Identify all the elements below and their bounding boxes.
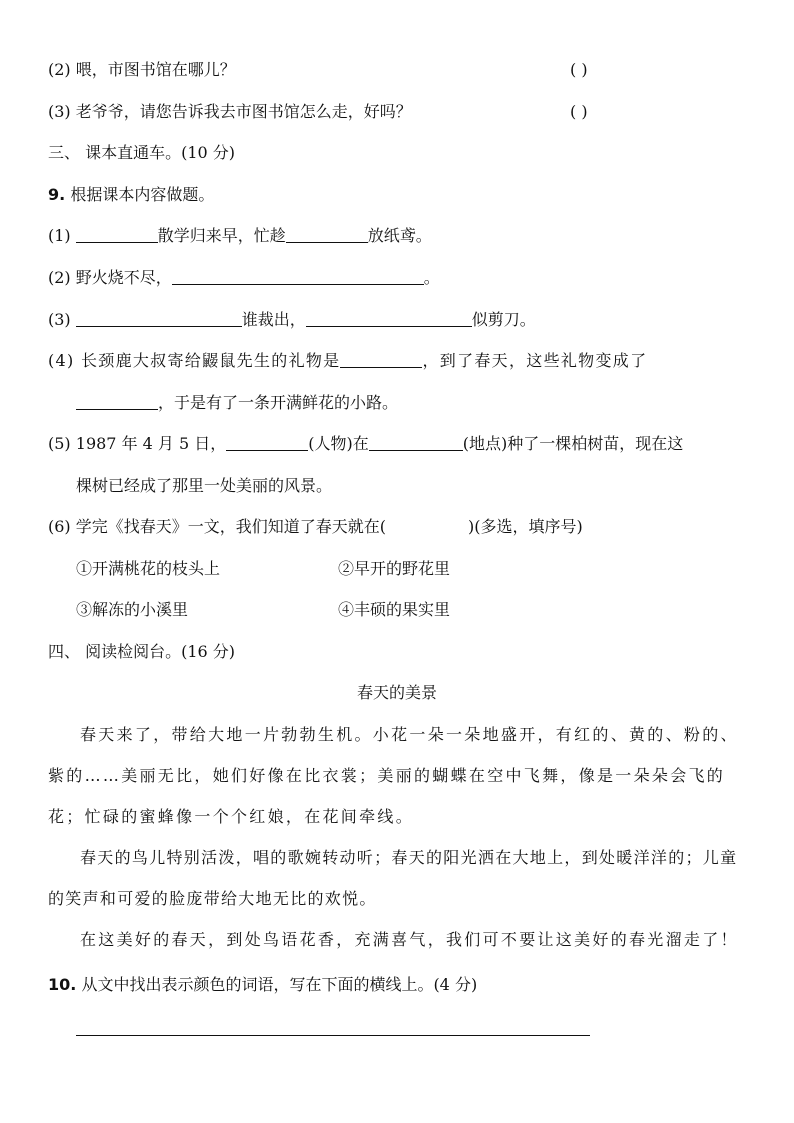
q9-item-6 bbox=[48, 514, 583, 540]
passage-paragraph: 春天来了，带给大地一片勃勃生机。小花一朵一朵地盛开，有红的、黄的、粉的、紫的……美丽无比，她们好像在比衣裳；美丽的蝴蝶在空中飞舞，像是一朵朵会飞的花；忙碌的蜜蜂像一个个红娘，在花间牵线。 bbox=[48, 725, 739, 826]
item-number: (3) bbox=[48, 310, 71, 329]
q9-item-2 bbox=[48, 265, 440, 291]
answer-parentheses[interactable]: ( ) bbox=[570, 60, 588, 79]
blank-line[interactable] bbox=[172, 266, 424, 285]
q9-item-4-line-1 bbox=[48, 348, 647, 374]
blank-line[interactable] bbox=[306, 308, 472, 327]
item-text: ，到了春天，这些礼物变成了 bbox=[422, 351, 648, 370]
item-number: (6) bbox=[48, 517, 71, 536]
blank-line[interactable] bbox=[76, 308, 242, 327]
option-3[interactable]: ③解冻的小溪里 bbox=[76, 600, 189, 619]
question-10 bbox=[48, 972, 477, 998]
q9-item-3 bbox=[48, 307, 536, 333]
s2-item-2 bbox=[48, 57, 588, 83]
q9-item-4-line-2 bbox=[76, 390, 398, 416]
question-text: 从文中找出表示颜色的词语，写在下面的横线上。(4 分) bbox=[81, 975, 478, 994]
passage bbox=[48, 714, 748, 960]
item-text: 学完《找春天》一文，我们知道了春天就在( bbox=[75, 517, 387, 536]
question-9-title bbox=[48, 182, 214, 208]
q9-item-1 bbox=[48, 223, 432, 249]
q9-item-5-line-2: 棵树已经成了那里一处美丽的风景。 bbox=[76, 476, 333, 495]
passage-title: 春天的美景 bbox=[356, 683, 437, 702]
s2-item-3 bbox=[48, 99, 588, 125]
item-text: 长颈鹿大叔寄给鼹鼠先生的礼物是 bbox=[80, 351, 341, 370]
item-number: (3) bbox=[48, 102, 71, 121]
item-text: 谁裁出， bbox=[241, 310, 306, 329]
blank-line[interactable] bbox=[226, 432, 308, 451]
item-text: 野火烧不尽， bbox=[75, 268, 172, 287]
question-number: 10. bbox=[48, 975, 77, 994]
item-number: (5) bbox=[48, 434, 71, 453]
item-text: 1987 年 4 月 5 日， bbox=[75, 434, 227, 453]
item-number: (2) bbox=[48, 268, 71, 287]
item-text: 散学归来早，忙趁 bbox=[157, 226, 286, 245]
item-number: (2) bbox=[48, 60, 71, 79]
blank-line[interactable] bbox=[76, 391, 158, 410]
question-number: 9. bbox=[48, 185, 66, 204]
answer-line[interactable] bbox=[76, 1035, 590, 1036]
item-text: 似剪刀。 bbox=[471, 310, 536, 329]
blank-line[interactable] bbox=[369, 432, 463, 451]
item-text: 喂，市图书馆在哪儿？ bbox=[75, 60, 236, 79]
item-text: 。 bbox=[423, 268, 440, 287]
item-text: 放纸鸢。 bbox=[367, 226, 432, 245]
blank-line[interactable] bbox=[76, 224, 158, 243]
passage-paragraph: 在这美好的春天，到处鸟语花香，充满喜气，我们可不要让这美好的春光溜走了！ bbox=[80, 930, 739, 949]
blank-line[interactable] bbox=[286, 224, 368, 243]
item-number: (4) bbox=[48, 351, 75, 370]
option-4[interactable]: ④丰硕的果实里 bbox=[338, 600, 451, 619]
section-4-heading: 四、 阅读检阅台。(16 分) bbox=[48, 642, 236, 661]
option-1[interactable]: ①开满桃花的枝头上 bbox=[76, 559, 221, 578]
item-text: ，于是有了一条开满鲜花的小路。 bbox=[158, 393, 399, 412]
item-text: )(多选，填序号) bbox=[468, 517, 583, 536]
item-text: (地点)种了一棵柏树苗，现在这 bbox=[462, 434, 684, 453]
answer-parentheses[interactable]: ( ) bbox=[570, 102, 588, 121]
option-2[interactable]: ②早开的野花里 bbox=[338, 559, 451, 578]
item-text: (人物)在 bbox=[308, 434, 369, 453]
passage-paragraph: 春天的鸟儿特别活泼，唱的歌婉转动听；春天的阳光洒在大地上，到处暖洋洋的；儿童的笑声和可爱的脸庞带给大地无比的欢悦。 bbox=[48, 848, 738, 908]
q9-item-5-line-1 bbox=[48, 431, 683, 457]
blank-line[interactable] bbox=[340, 349, 422, 368]
item-number: (1) bbox=[48, 226, 71, 245]
question-text: 根据课本内容做题。 bbox=[70, 185, 215, 204]
section-3-heading: 三、 课本直通车。(10 分) bbox=[48, 143, 236, 162]
item-text: 老爷爷，请您告诉我去市图书馆怎么走，好吗？ bbox=[75, 102, 412, 121]
